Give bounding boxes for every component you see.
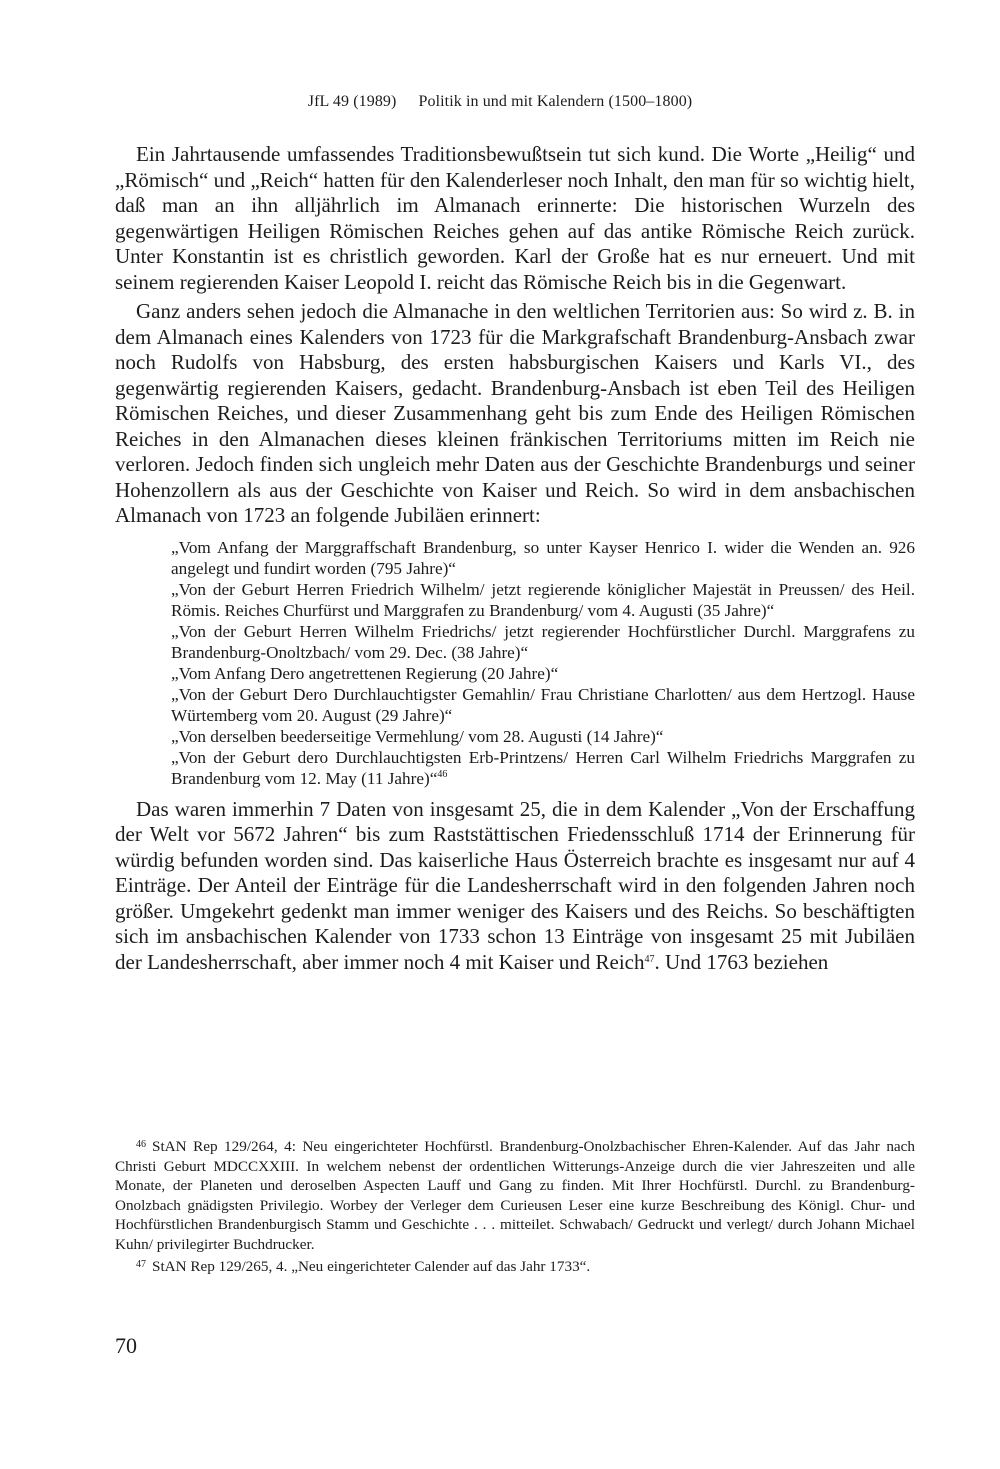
footnote-number: 47 [136, 1258, 146, 1270]
article-title: Politik in und mit Kalendern (1500–1800) [418, 93, 693, 110]
footnotes [115, 1135, 915, 1276]
quote-item: „Von der Geburt Dero Durchlauchtigster Gemahlin/ Frau Christiane Charlotten/ aus dem Hertzogl. Hause Würtemberg vom 20. August (29 Jahre)“ [171, 684, 915, 725]
journal-reference: JfL 49 (1989) [307, 93, 397, 110]
paragraph-text: Das waren immerhin 7 Daten von insgesamt 25, die in dem Kalender „Von der Erschaffung der Welt vor 5672 Jahren“ bis zum Raststättischen Friedensschluß 1714 der Erinnerung für würdig befunden worden sind. Das kaiserliche Haus Österreich brachte es insgesamt nur auf 4 Einträge. Der Anteil der Einträge für die Landesherrschaft wird in den folgenden Jahren noch größer. Umgekehrt gedenkt man immer weniger des Kaisers und des Reichs. So beschäftigten sich im ansbachischen Kalender von 1733 schon 13 Einträge von insgesamt 25 mit Jubiläen der Landesherrschaft, aber immer noch 4 mit Kaiser und Reich [115, 796, 915, 974]
footnote [115, 1135, 915, 1255]
quote-item: „Vom Anfang Dero angetrettenen Regierung (20 Jahre)“ [171, 663, 559, 683]
paragraph: Ein Jahrtausende umfassendes Traditionsbewußtsein tut sich kund. Die Worte „Heilig“ und „Römisch“ und „Reich“ hatten für den Kalenderleser noch Inhalt, den man für so wichtig hielt, daß man an ihn alljährlich im Almanach erinnerte: Die historischen Wurzeln des gegenwärtigen Heiligen Römischen Reiches gehen auf das antike Römische Reich zurück. Unter Konstantin ist es christlich geworden. Karl der Große hat es nur erneuert. Und mit seinem regierenden Kaiser Leopold I. reicht das Römische Reich bis in die Gegenwart. [115, 142, 915, 294]
footnote-text: StAN Rep 129/265, 4. „Neu eingerichteter Calender auf das Jahr 1733“. [152, 1257, 591, 1275]
footnote-ref[interactable]: 47 [644, 953, 655, 965]
paragraph [115, 797, 915, 976]
paragraph-text-end: . Und 1763 beziehen [654, 949, 829, 974]
footnote-ref[interactable]: 46 [437, 768, 448, 780]
footnote-number: 46 [136, 1139, 146, 1150]
footnote-text: StAN Rep 129/264, 4: Neu eingerichteter Hochfürstl. Brandenburg-Onolzbachischer Ehren-Kalender. Auf das Jahr nach Christi Geburt MDCCXXIII. In welchem nebenst der ordentlichen Witterungs-Anzeige durch die vier Jahreszeiten und alle Monate, der Planeten und deroselben Aspecten Lauff und Gang zu finden. Mit Ihrer Hochfürstl. Durchl. zu Brandenburg-Onolzbach gnädigsten Privilegio. Worbey der Verleger dem Curieusen Leser eine kurze Beschreibung des Königl. Chur- und Hochfürstlichen Brandenburgisch Stamm und Geschichte . . . mitteilet. Schwabach/ Gedruckt und verlegt/ durch Johann Michael Kuhn/ privilegirter Buchdrucker. [115, 1138, 915, 1253]
quote-item [171, 747, 915, 789]
quote-item: „Von der Geburt Herren Friedrich Wilhelm/ jetzt regierende königlicher Majestät in Preussen/ des Heil. Römis. Reiches Churfürst und Marggrafen zu Brandenburg/ vom 4. Augusti (35 Jahre)“ [171, 579, 915, 620]
page-number: 70 [115, 1333, 137, 1358]
paragraph: Ganz anders sehen jedoch die Almanache in den weltlichen Territorien aus: So wird z. B. in dem Almanach eines Kalenders von 1723 für die Markgrafschaft Brandenburg-Ansbach zwar noch Rudolfs von Habsburg, des ersten habsburgischen Kaisers und Karls VI., des gegenwärtig regierenden Kaisers, gedacht. Brandenburg-Ansbach ist eben Teil des Heiligen Römischen Reiches, und dieser Zusammenhang geht bis zum Ende des Heiligen Römischen Reiches in den Almanachen dieses kleinen fränkischen Territoriums mitten im Reich nie verloren. Jedoch finden sich ungleich mehr Daten aus der Geschichte Brandenburgs und seiner Hohenzollern als aus der Geschichte von Kaiser und Reich. So wird in dem ansbachischen Almanach von 1723 an folgende Jubiläen erinnert: [115, 299, 915, 527]
quote-text: „Von der Geburt dero Durchlauchtigsten Erb-Printzens/ Herren Carl Wilhelm Friedrichs Marggrafen zu Brandenburg vom 12. May (11 Jahre)“ [171, 747, 915, 788]
quote-item: „Von derselben beederseitige Vermehlung/ vom 28. Augusti (14 Jahre)“ [171, 726, 664, 746]
quote-block [115, 537, 915, 789]
footnote [115, 1255, 915, 1277]
main-text [115, 142, 915, 979]
running-header [0, 93, 1000, 111]
quote-item: „Von der Geburt Herren Wilhelm Friedrichs/ jetzt regierender Hochfürstlicher Durchl. Marggrafens zu Brandenburg-Onoltzbach/ vom 29. Dec. (38 Jahre)“ [171, 621, 915, 662]
quote-item: „Vom Anfang der Marggraffschaft Brandenburg, so unter Kayser Henrico I. wider die Wenden an. 926 angelegt und fundirt worden (795 Jahre)“ [171, 537, 915, 578]
